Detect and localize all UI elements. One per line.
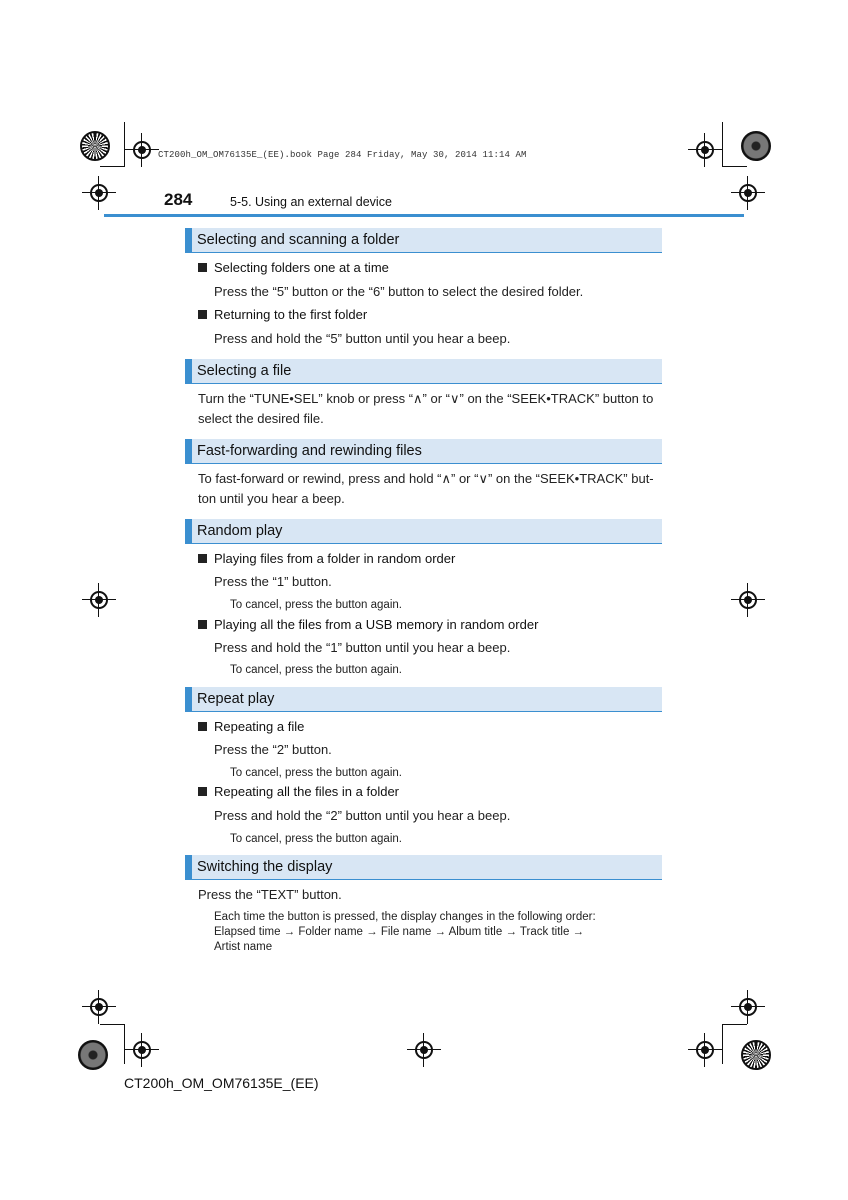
crop-mark	[722, 1024, 723, 1064]
crop-mark	[722, 122, 723, 166]
chapter-title: 5-5. Using an external device	[230, 195, 392, 209]
registration-mark-icon	[82, 990, 116, 1024]
color-wheel-icon	[741, 1040, 771, 1070]
body-text: Press and hold the “2” button until you hear a beep.	[214, 808, 511, 823]
crop-mark	[124, 122, 125, 166]
color-wheel-icon	[78, 1040, 108, 1070]
header-rule	[104, 214, 744, 217]
registration-mark-icon	[731, 583, 765, 617]
note-text: To cancel, press the button again.	[230, 664, 402, 676]
body-text: Press the “TEXT” button.	[198, 887, 342, 902]
registration-mark-icon	[82, 176, 116, 210]
sub-heading: Playing files from a folder in random order	[198, 551, 455, 566]
registration-mark-icon	[125, 133, 159, 167]
sub-heading: Selecting folders one at a time	[198, 260, 389, 275]
section-title: Selecting and scanning a folder	[197, 232, 400, 248]
note-text: Elapsed time → Folder name → File name → Album title → Track title →	[214, 926, 585, 938]
note-text: To cancel, press the button again.	[230, 767, 402, 779]
bullet-square-icon	[198, 722, 207, 731]
body-text: Press and hold the “1” button until you hear a beep.	[214, 640, 511, 655]
body-text: Turn the “TUNE•SEL” knob or press “∧” or “∨” on the “SEEK•TRACK” button to select the desired file.	[198, 391, 654, 426]
bullet-square-icon	[198, 787, 207, 796]
note-text: Each time the button is pressed, the display changes in the following order:	[214, 911, 596, 923]
registration-mark-icon	[688, 1033, 722, 1067]
note-text: Artist name	[214, 941, 273, 953]
section-header-random	[185, 519, 662, 544]
bullet-square-icon	[198, 554, 207, 563]
sub-heading: Playing all the files from a USB memory in random order	[198, 617, 538, 632]
registration-mark-icon	[125, 1033, 159, 1067]
crop-mark	[722, 166, 747, 167]
section-header-repeat	[185, 687, 662, 712]
registration-mark-icon	[731, 990, 765, 1024]
section-title: Selecting a file	[197, 363, 292, 379]
section-header-ffwd	[185, 439, 662, 464]
bullet-square-icon	[198, 310, 207, 319]
section-title: Random play	[197, 523, 283, 539]
section-title: Repeat play	[197, 691, 275, 707]
sub-heading: Repeating all the files in a folder	[198, 784, 399, 799]
section-title: Fast-forwarding and rewinding files	[197, 443, 422, 459]
body-text: Press the “2” button.	[214, 742, 332, 757]
sub-heading: Repeating a file	[198, 719, 304, 734]
bullet-square-icon	[198, 263, 207, 272]
print-info-line: CT200h_OM_OM76135E_(EE).book Page 284 Friday, May 30, 2014 11:14 AM	[158, 150, 527, 160]
crop-mark	[124, 1024, 125, 1064]
body-text: Press the “1” button.	[214, 574, 332, 589]
body-text: To fast-forward or rewind, press and hold “∧” or “∨” on the “SEEK•TRACK” but-ton until you hear a beep.	[198, 471, 654, 506]
color-wheel-icon	[741, 131, 771, 161]
registration-mark-icon	[688, 133, 722, 167]
note-text: To cancel, press the button again.	[230, 599, 402, 611]
registration-mark-icon	[731, 176, 765, 210]
section-title: Switching the display	[197, 859, 333, 875]
crop-mark	[100, 166, 125, 167]
sub-heading: Returning to the first folder	[198, 307, 367, 322]
body-text: Press the “5” button or the “6” button to select the desired folder.	[214, 284, 584, 299]
section-header-folder	[185, 228, 662, 253]
section-header-display	[185, 855, 662, 880]
registration-mark-icon	[82, 583, 116, 617]
footer-doc-code: CT200h_OM_OM76135E_(EE)	[124, 1075, 319, 1091]
body-text: Press and hold the “5” button until you hear a beep.	[214, 331, 511, 346]
bullet-square-icon	[198, 620, 207, 629]
note-text: To cancel, press the button again.	[230, 833, 402, 845]
color-wheel-icon	[80, 131, 110, 161]
registration-mark-icon	[407, 1033, 441, 1067]
page-number: 284	[164, 190, 193, 209]
crop-mark	[722, 1024, 747, 1025]
crop-mark	[100, 1024, 125, 1025]
section-header-file	[185, 359, 662, 384]
